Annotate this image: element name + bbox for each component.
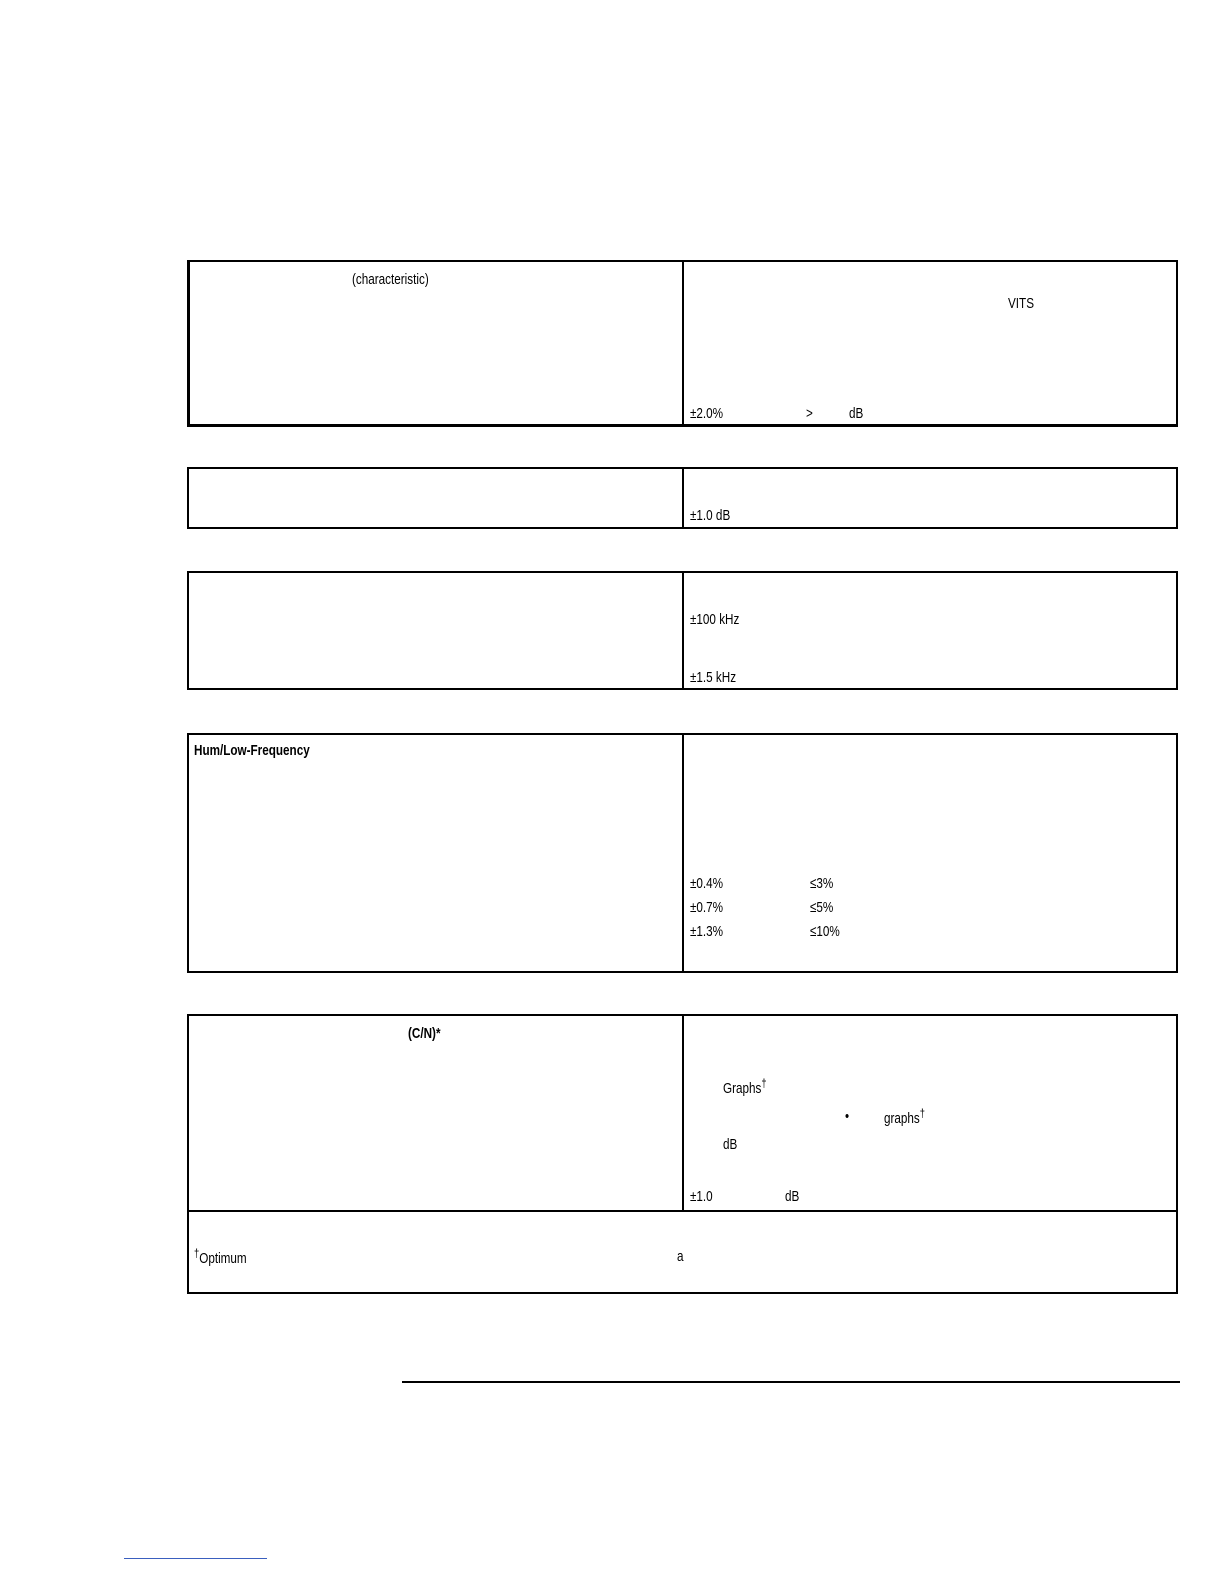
column-divider-3 <box>682 573 684 688</box>
column-divider-2 <box>682 469 684 527</box>
accuracy-value: ±1.0 dB <box>690 507 731 524</box>
cn-label: (C/N)* <box>408 1025 441 1042</box>
footnote-letter: a <box>677 1248 684 1265</box>
hum-accuracy-row-2: ±0.7% <box>690 899 724 916</box>
footnote-divider <box>189 1210 1176 1212</box>
graphs-reference-2: graphs† <box>884 1106 925 1127</box>
hum-heading: Hum/Low-Frequency <box>194 742 310 759</box>
accuracy-value: ±2.0% <box>690 405 724 422</box>
column-divider-4 <box>682 735 684 971</box>
cn-accuracy-value: ±1.0 <box>690 1188 713 1205</box>
vits-label: VITS <box>1008 295 1035 312</box>
hum-accuracy-row-3: ±1.3% <box>690 923 724 940</box>
graphs-reference-1: Graphs† <box>723 1076 767 1097</box>
footer-link-underline <box>124 1558 267 1559</box>
footnote-text: †Optimum <box>194 1246 247 1267</box>
hum-range-row-2: ≤5% <box>810 899 834 916</box>
db-unit-2: dB <box>785 1188 800 1205</box>
page-footer-rule <box>402 1381 1180 1383</box>
db-unit: dB <box>849 405 864 422</box>
hum-range-row-1: ≤3% <box>810 875 834 892</box>
hum-range-row-3: ≤10% <box>810 923 840 940</box>
greater-than-symbol: > <box>806 405 813 422</box>
characteristic-label: (characteristic) <box>352 271 429 288</box>
frequency-accuracy-2: ±1.5 kHz <box>690 669 737 686</box>
hum-accuracy-row-1: ±0.4% <box>690 875 724 892</box>
column-divider-5 <box>682 1016 684 1211</box>
frequency-accuracy-1: ±100 kHz <box>690 611 740 628</box>
bullet-dot: • <box>845 1108 850 1125</box>
column-divider-1 <box>682 262 684 425</box>
db-unit-1: dB <box>723 1136 738 1153</box>
